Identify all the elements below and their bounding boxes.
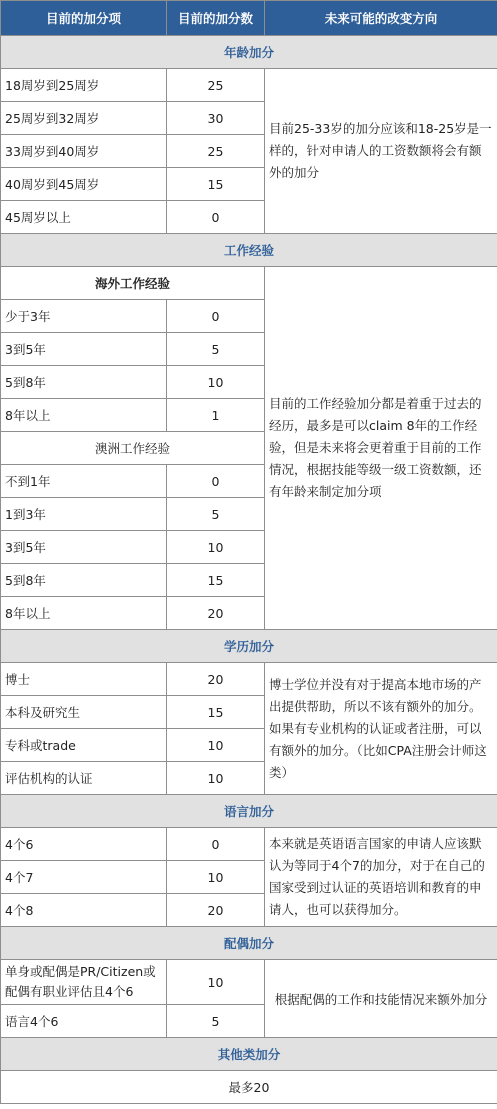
- row-item: 单身或配偶是PR/Citizen或配偶有职业评估且4个6: [1, 960, 167, 1005]
- table-row: [1, 828, 497, 861]
- section-language: [1, 795, 497, 828]
- section-title: 工作经验: [1, 234, 497, 267]
- subsection-label: 海外工作经验: [1, 267, 265, 300]
- row-score: 15: [167, 696, 265, 729]
- other-value: 最多20: [1, 1071, 497, 1104]
- row-item: 1到3年: [1, 498, 167, 531]
- row-score: 15: [167, 168, 265, 201]
- age-note: 目前25-33岁的加分应该和18-25岁是一样的，针对申请人的工资数额将会有额外的加分: [265, 69, 497, 234]
- row-item: 专科或trade: [1, 729, 167, 762]
- row-score: 5: [167, 1005, 265, 1038]
- row-score: 10: [167, 531, 265, 564]
- row-item: 3到5年: [1, 333, 167, 366]
- row-item: 25周岁到32周岁: [1, 102, 167, 135]
- section-education: [1, 630, 497, 663]
- row-item: 18周岁到25周岁: [1, 69, 167, 102]
- header-row: [1, 1, 497, 36]
- section-spouse: [1, 927, 497, 960]
- subsection-overseas: [1, 267, 497, 300]
- section-age: [1, 36, 497, 69]
- subsection-label: 澳洲工作经验: [1, 432, 265, 465]
- table-row: [1, 69, 497, 102]
- row-item: 博士: [1, 663, 167, 696]
- row-item: 不到1年: [1, 465, 167, 498]
- row-score: 20: [167, 894, 265, 927]
- table-row: [1, 960, 497, 1005]
- row-score: 10: [167, 762, 265, 795]
- row-score: 1: [167, 399, 265, 432]
- row-score: 10: [167, 729, 265, 762]
- section-title: 年龄加分: [1, 36, 497, 69]
- row-score: 30: [167, 102, 265, 135]
- row-item: 语言4个6: [1, 1005, 167, 1038]
- row-score: 5: [167, 498, 265, 531]
- row-score: 20: [167, 663, 265, 696]
- row-item: 33周岁到40周岁: [1, 135, 167, 168]
- row-item: 4个7: [1, 861, 167, 894]
- header-score: 目前的加分数: [167, 1, 265, 36]
- row-score: 20: [167, 597, 265, 630]
- section-title: 语言加分: [1, 795, 497, 828]
- section-other: [1, 1038, 497, 1071]
- section-title: 学历加分: [1, 630, 497, 663]
- row-item: 45周岁以上: [1, 201, 167, 234]
- work-note: 目前的工作经验加分都是着重于过去的经历，最多是可以claim 8年的工作经验，但是未来将会更着重于目前的工作情况，根据技能等级一级工资数额，还有年龄来制定加分项: [265, 267, 497, 630]
- row-item: 4个6: [1, 828, 167, 861]
- row-score: 5: [167, 333, 265, 366]
- language-note: 本来就是英语语言国家的申请人应该默认为等同于4个7的加分，对于在自己的国家受到过认证的英语培训和教育的申请人，也可以获得加分。: [265, 828, 497, 927]
- row-score: 0: [167, 465, 265, 498]
- row-score: 0: [167, 201, 265, 234]
- row-score: 25: [167, 69, 265, 102]
- row-item: 8年以上: [1, 597, 167, 630]
- row-item: 少于3年: [1, 300, 167, 333]
- row-item: 评估机构的认证: [1, 762, 167, 795]
- spouse-note: 根据配偶的工作和技能情况来额外加分: [265, 960, 497, 1038]
- section-title: 配偶加分: [1, 927, 497, 960]
- table-row: [1, 1071, 497, 1104]
- row-score: 25: [167, 135, 265, 168]
- row-item: 5到8年: [1, 366, 167, 399]
- row-score: 0: [167, 828, 265, 861]
- row-score: 10: [167, 960, 265, 1005]
- row-item: 本科及研究生: [1, 696, 167, 729]
- row-item: 5到8年: [1, 564, 167, 597]
- header-future: 未来可能的改变方向: [265, 1, 497, 36]
- section-work: [1, 234, 497, 267]
- row-score: 10: [167, 861, 265, 894]
- row-score: 15: [167, 564, 265, 597]
- education-note: 博士学位并没有对于提高本地市场的产出提供帮助，所以不该有额外的加分。如果有专业机构的认证或者注册，可以有额外的加分。（比如CPA注册会计师这类）: [265, 663, 497, 795]
- row-item: 8年以上: [1, 399, 167, 432]
- header-item: 目前的加分项: [1, 1, 167, 36]
- row-score: 10: [167, 366, 265, 399]
- row-score: 0: [167, 300, 265, 333]
- row-item: 3到5年: [1, 531, 167, 564]
- row-item: 40周岁到45周岁: [1, 168, 167, 201]
- section-title: 其他类加分: [1, 1038, 497, 1071]
- row-item: 4个8: [1, 894, 167, 927]
- table-row: [1, 663, 497, 696]
